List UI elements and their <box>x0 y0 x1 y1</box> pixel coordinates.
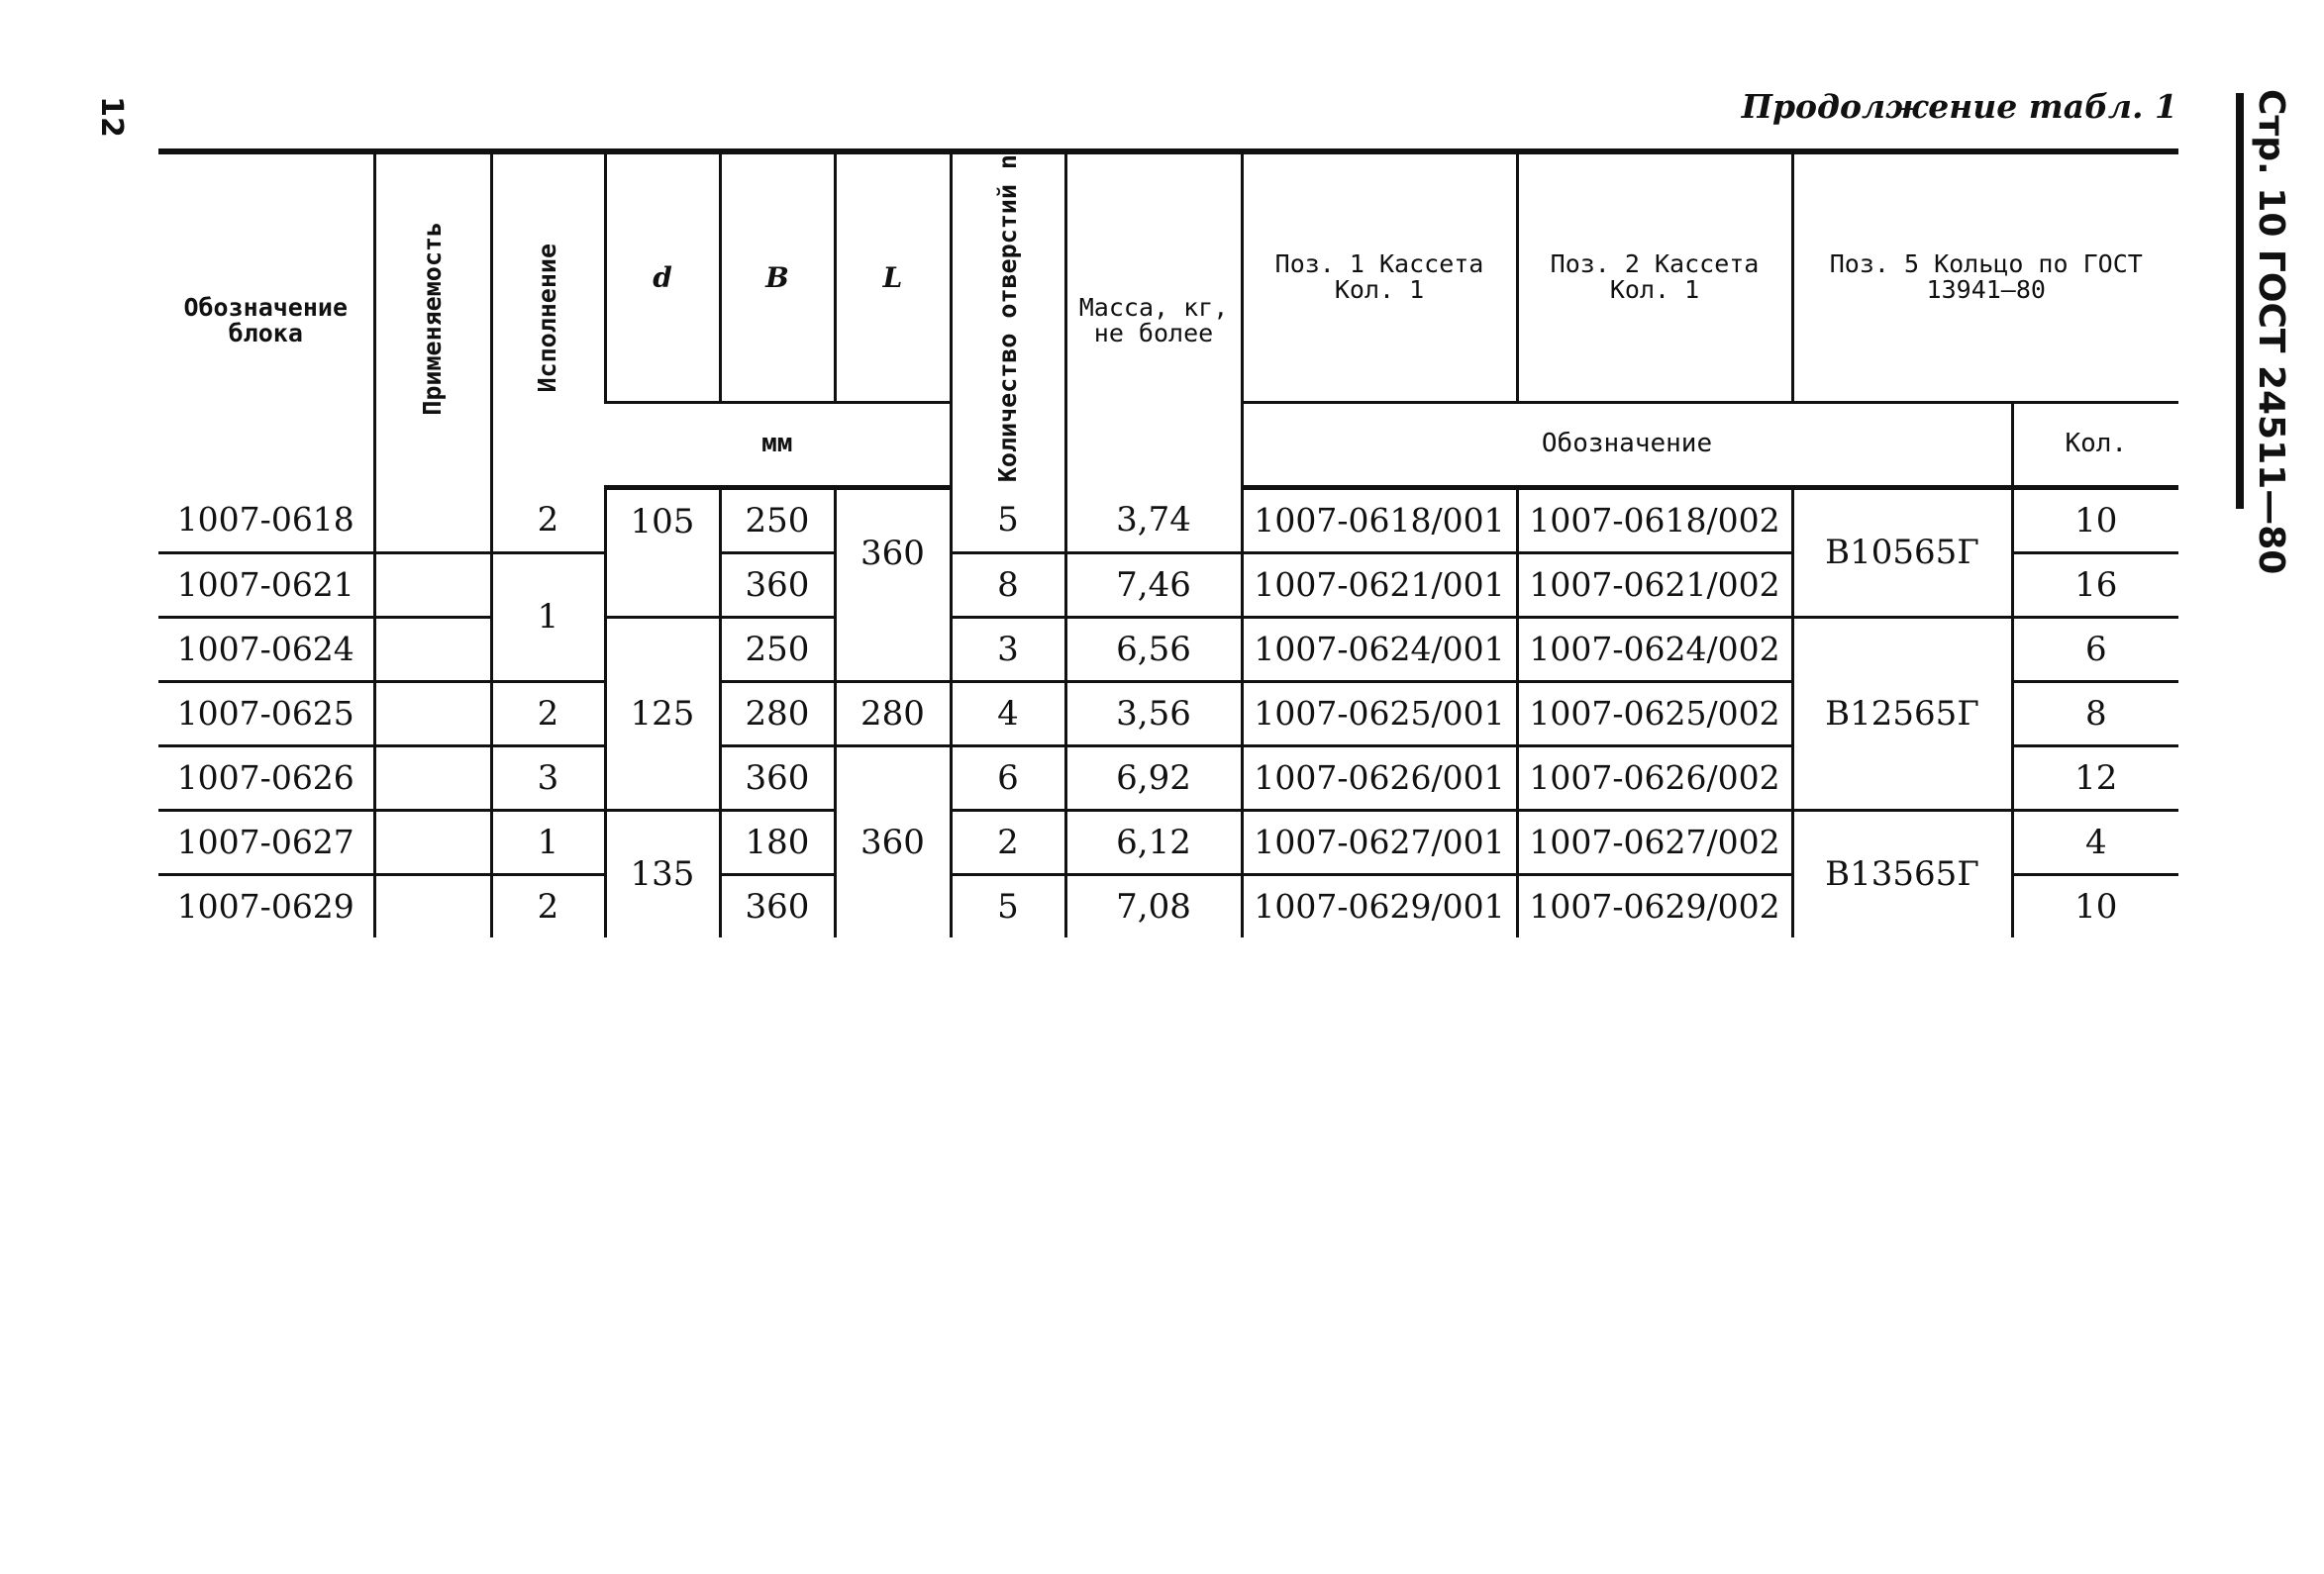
cell-holes: 4 <box>951 681 1065 745</box>
cell-applicability <box>374 487 491 552</box>
cell-mass: 6,56 <box>1065 617 1242 681</box>
cell-holes: 8 <box>951 552 1065 617</box>
header-version: Исполнение <box>491 151 605 487</box>
cell-pos2: 1007-0624/002 <box>1517 617 1792 681</box>
cell-pos1: 1007-0618/001 <box>1242 487 1517 552</box>
page-number: 12 <box>94 96 129 138</box>
header-mass: Масса, кг, не более <box>1065 151 1242 487</box>
cell-version: 1 <box>491 810 605 874</box>
header-b: B <box>720 151 835 402</box>
cell-holes: 5 <box>951 874 1065 937</box>
cell-applicability <box>374 874 491 937</box>
cell-applicability <box>374 552 491 617</box>
cell-mass: 3,74 <box>1065 487 1242 552</box>
cell-d: 125 <box>605 617 720 810</box>
cell-pos1: 1007-0625/001 <box>1242 681 1517 745</box>
header-pos5: Поз. 5 Кольцо по ГОСТ 13941—80 <box>1792 151 2178 402</box>
cell-designation: 1007-0625 <box>158 681 374 745</box>
cell-pos1: 1007-0624/001 <box>1242 617 1517 681</box>
cell-mass: 6,92 <box>1065 745 1242 810</box>
cell-pos2: 1007-0627/002 <box>1517 810 1792 874</box>
cell-version: 3 <box>491 745 605 810</box>
cell-l: 360 <box>835 487 951 617</box>
cell-pos2: 1007-0621/002 <box>1517 552 1792 617</box>
cell-d: 105 <box>605 487 720 552</box>
cell-pos2: 1007-0618/002 <box>1517 487 1792 552</box>
table-row <box>158 487 2178 552</box>
cell-version: 2 <box>491 487 605 552</box>
cell-kol: 12 <box>2012 745 2178 810</box>
cell-pos1: 1007-0627/001 <box>1242 810 1517 874</box>
cell-version: 1 <box>491 552 605 681</box>
header-mm: мм <box>605 402 951 487</box>
cell-b: 250 <box>720 617 835 681</box>
header-kol: Кол. <box>2012 402 2178 487</box>
continuation-title: Продолжение табл. 1 <box>1741 87 2177 126</box>
cell-designation: 1007-0627 <box>158 810 374 874</box>
cell-kol: 16 <box>2012 552 2178 617</box>
cell-applicability <box>374 617 491 681</box>
table-row <box>158 617 2178 681</box>
cell-pos2: 1007-0629/002 <box>1517 874 1792 937</box>
cell-applicability <box>374 810 491 874</box>
table-row <box>158 810 2178 874</box>
cell-ring: В12565Г <box>1792 617 2012 810</box>
cell-kol: 10 <box>2012 874 2178 937</box>
cell-mass: 7,46 <box>1065 552 1242 617</box>
cell-designation: 1007-0626 <box>158 745 374 810</box>
header-oboznachenie: Обозначение <box>1242 402 2012 487</box>
cell-mass: 7,08 <box>1065 874 1242 937</box>
header-d: d <box>605 151 720 402</box>
cell-l: 360 <box>835 745 951 937</box>
cell-b: 280 <box>720 681 835 745</box>
cell-b: 180 <box>720 810 835 874</box>
cell-kol: 10 <box>2012 487 2178 552</box>
cell-l: 280 <box>835 681 951 745</box>
cell-kol: 8 <box>2012 681 2178 745</box>
cell-b: 250 <box>720 487 835 552</box>
cell-designation: 1007-0618 <box>176 500 354 540</box>
cell-version: 2 <box>491 874 605 937</box>
cell-d <box>605 552 720 617</box>
header-l: L <box>835 151 951 402</box>
cell-holes: 6 <box>951 745 1065 810</box>
cell-pos2: 1007-0625/002 <box>1517 681 1792 745</box>
spec-table <box>158 148 2178 937</box>
header-applicability: Применяемость <box>374 151 491 487</box>
cell-version: 2 <box>491 681 605 745</box>
cell-pos1: 1007-0626/001 <box>1242 745 1517 810</box>
cell-ring: В10565Г <box>1792 487 2012 617</box>
cell-ring: В13565Г <box>1792 810 2012 937</box>
cell-applicability <box>374 681 491 745</box>
cell-pos1: 1007-0621/001 <box>1242 552 1517 617</box>
cell-pos1: 1007-0629/001 <box>1242 874 1517 937</box>
cell-l <box>835 617 951 681</box>
cell-d: 135 <box>605 810 720 937</box>
cell-mass: 6,12 <box>1065 810 1242 874</box>
header-pos2: Поз. 2 Кассета Кол. 1 <box>1517 151 1792 402</box>
cell-b: 360 <box>720 552 835 617</box>
header-pos1: Поз. 1 Кассета Кол. 1 <box>1242 151 1517 402</box>
cell-mass: 3,56 <box>1065 681 1242 745</box>
cell-b: 360 <box>720 745 835 810</box>
cell-b: 360 <box>720 874 835 937</box>
cell-kol: 6 <box>2012 617 2178 681</box>
cell-pos2: 1007-0626/002 <box>1517 745 1792 810</box>
cell-designation: 1007-0629 <box>158 874 374 937</box>
header-designation: Обозначение блока <box>183 292 349 348</box>
cell-holes: 2 <box>951 810 1065 874</box>
side-header: Стр. 10 ГОСТ 24511—80 <box>2251 89 2291 575</box>
cell-holes: 3 <box>951 617 1065 681</box>
cell-designation: 1007-0621 <box>158 552 374 617</box>
cell-kol: 4 <box>2012 810 2178 874</box>
cell-holes: 5 <box>951 487 1065 552</box>
cell-designation: 1007-0624 <box>158 617 374 681</box>
cell-applicability <box>374 745 491 810</box>
header-holes: Количество отверстий n <box>951 151 1065 487</box>
